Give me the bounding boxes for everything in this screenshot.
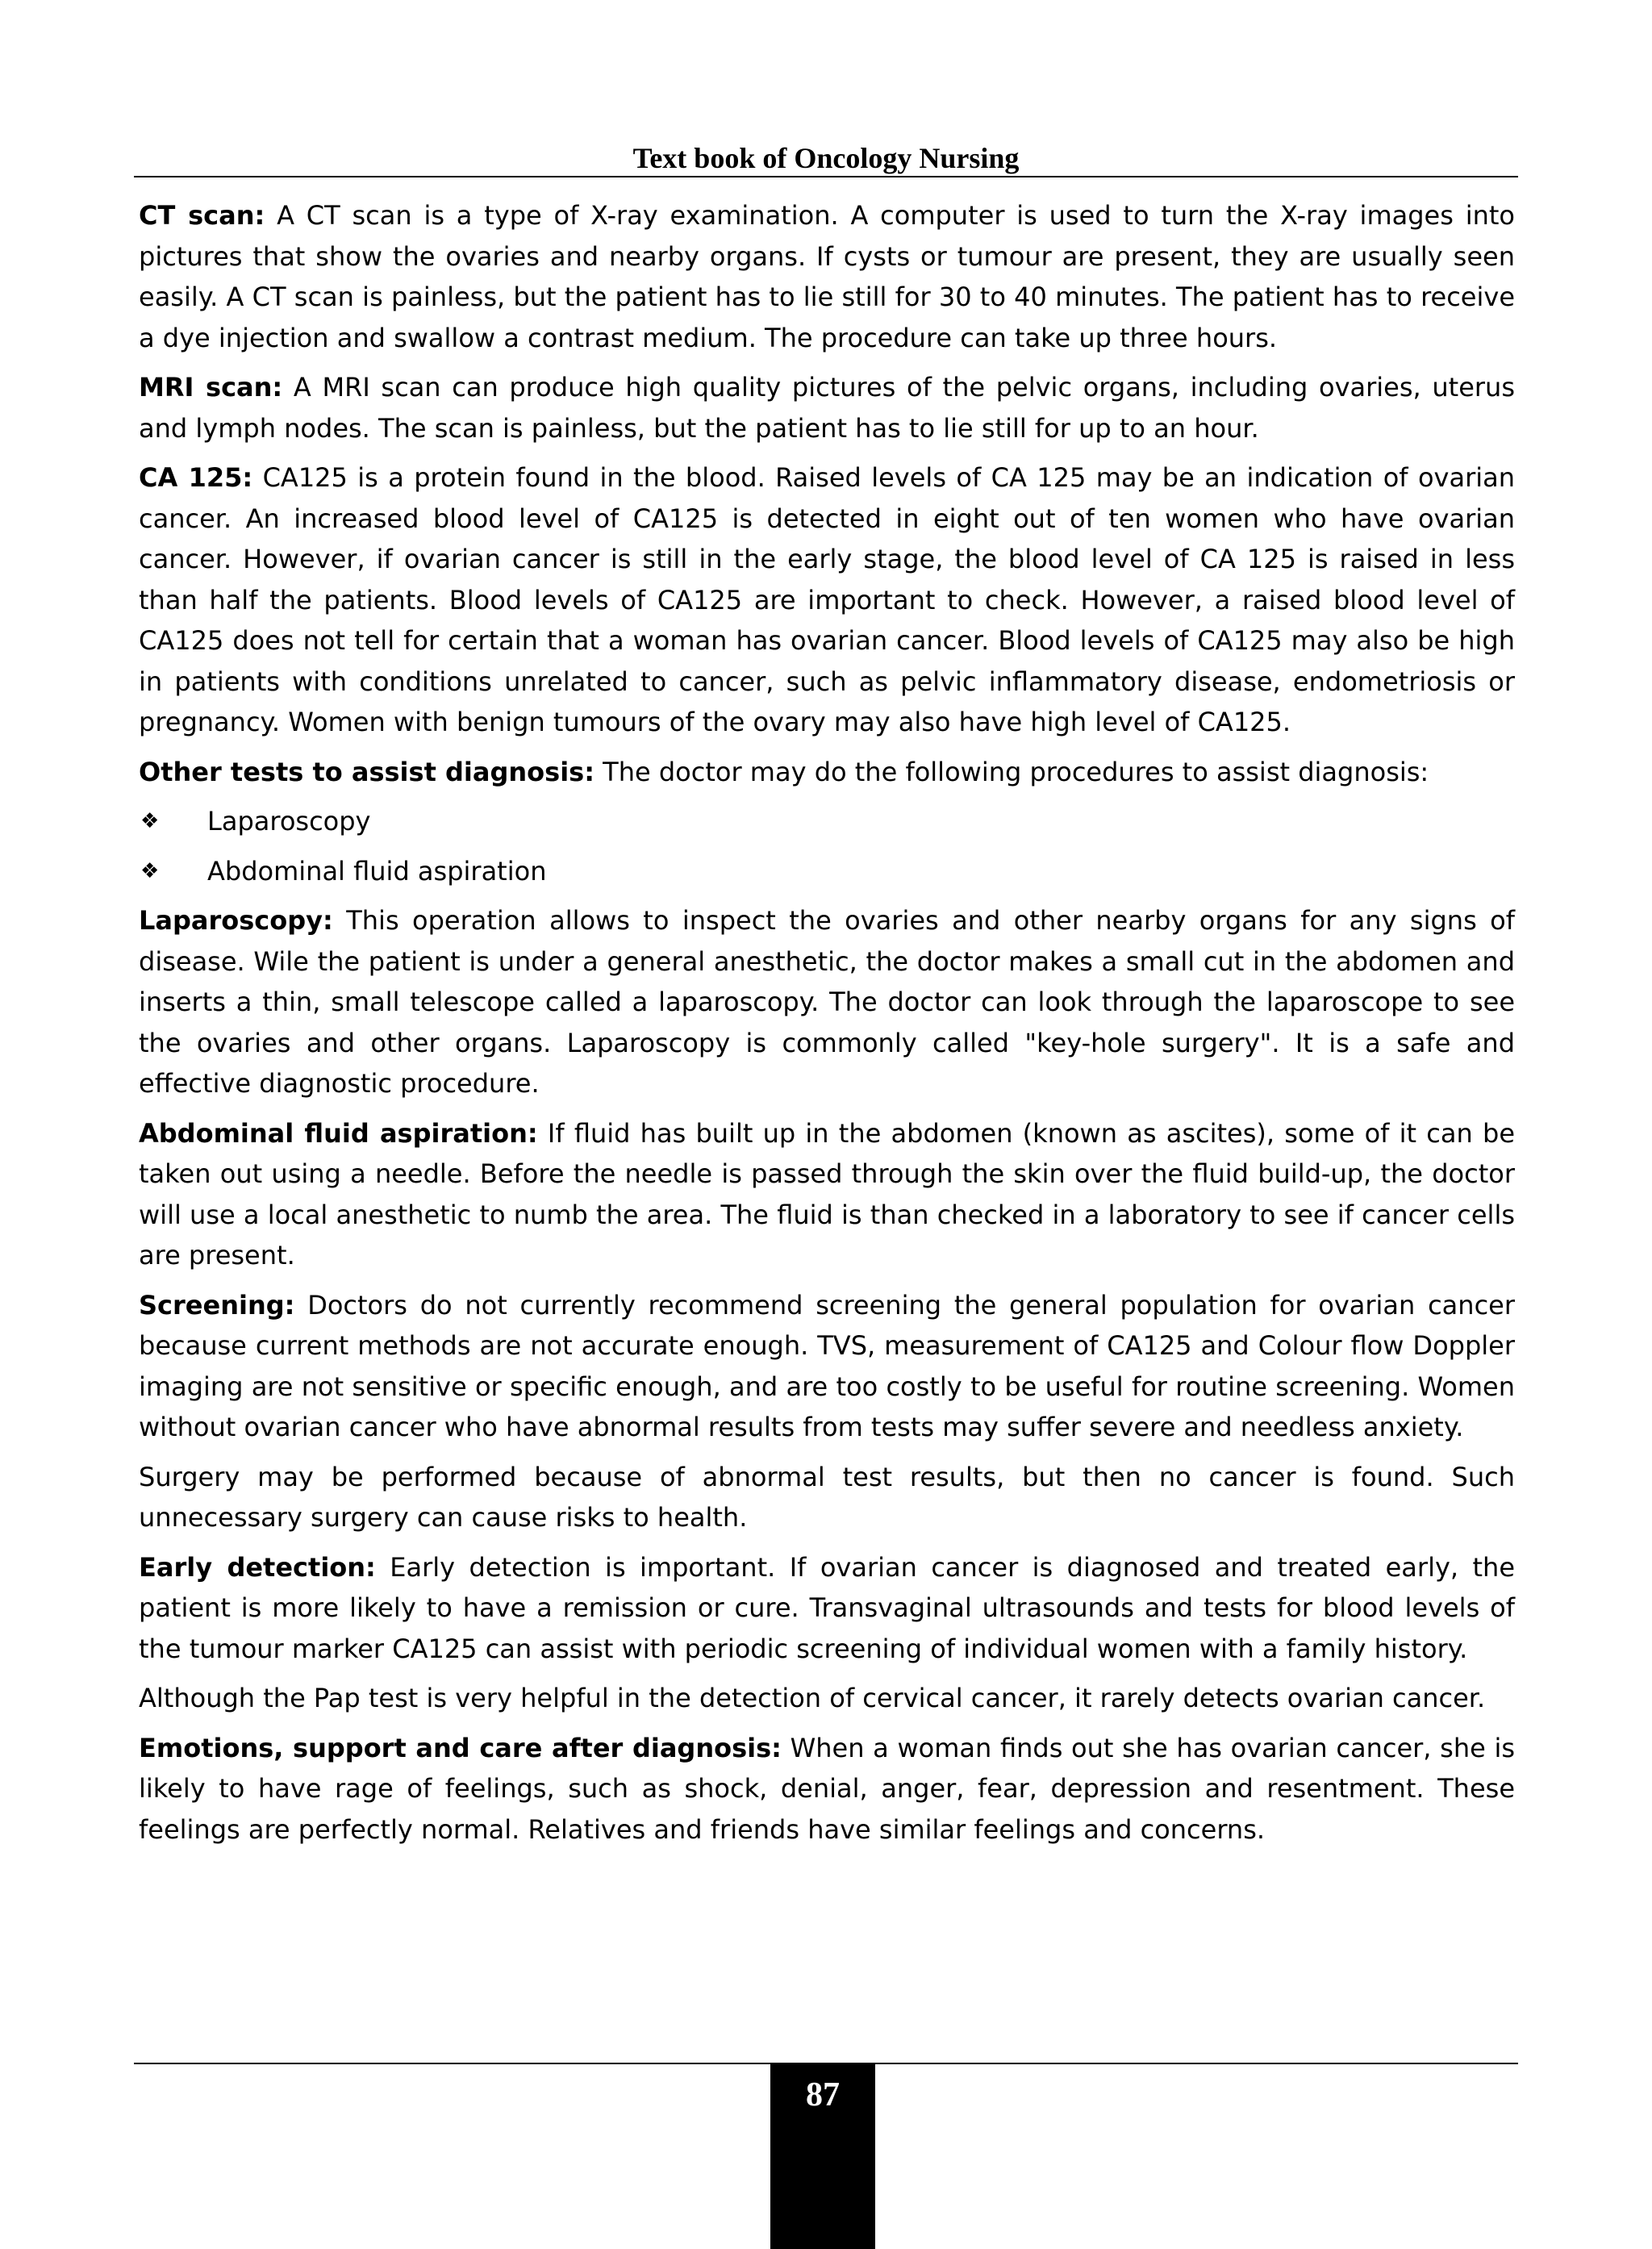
list-item-label: Laparoscopy [207,806,371,837]
header-divider [134,176,1518,177]
diagnosis-procedures-list [139,801,1515,891]
diamond-bullet-icon: ❖ [140,809,160,833]
page-number: 87 [806,2076,840,2113]
text-ca125: CA125 is a protein found in the blood. Raised levels of CA 125 may be an indication of ovarian cancer. An increased blood level of CA125 is detected in eight out of ten women who have ovarian cancer. However, if ovarian cancer is still in the early stage, the blood level of CA 125 is raised in less than half the patients. Blood levels of CA125 are important to check. However, a raised blood level of CA125 does not tell for certain that a woman has ovarian cancer. Blood levels of CA125 may also be high in patients with conditions unrelated to cancer, such as pelvic inflammatory disease, endometriosis or pregnancy. Women with benign tumours of the ovary may also have high level of CA125. [139,462,1516,737]
text-ct-scan: A CT scan is a type of X-ray examination. A computer is used to turn the X-ray images into pictures that show the ovaries and nearby organs. If cysts or tumour are present, they are usually seen easily. A CT scan is painless, but the patient has to lie still for 30 to 40 minutes. The patient has to receive a dye injection and swallow a contrast medium. The procedure can take up three hours. [139,200,1516,353]
paragraph-laparoscopy [139,900,1515,1104]
text-other-tests: The doctor may do the following procedures to assist diagnosis: [594,756,1429,787]
text-screening: Doctors do not currently recommend screening the general population for ovarian cancer because current methods are not accurate enough. TVS, measurement of CA125 and Colour flow Doppler imaging are not sensitive or specific enough, and are too costly to be useful for routine screening. Women without ovarian cancer who have abnormal results from tests may suffer severe and needless anxiety. [139,1289,1515,1442]
heading-abdominal-fluid-aspiration: Abdominal fluid aspiration: [139,1117,538,1149]
paragraph-abdominal-fluid-aspiration [139,1113,1515,1276]
paragraph-emotions [139,1728,1515,1851]
text-early-detection: Early detection is important. If ovarian cancer is diagnosed and treated early, the patient is more likely to have a remission or cure. Transvaginal ultrasounds and tests for blood levels of the tumour marker CA125 can assist with periodic screening of individual women with a family history. [139,1551,1516,1664]
paragraph-early-detection [139,1547,1515,1670]
diamond-bullet-icon: ❖ [140,858,160,883]
heading-emotions: Emotions, support and care after diagnosis: [139,1732,782,1763]
paragraph-ca125 [139,457,1515,743]
paragraph-pap-note: Although the Pap test is very helpful in the detection of cervical cancer, it rarely detects ovarian cancer. [139,1683,1486,1713]
paragraph-surgery-note: Surgery may be performed because of abnormal test results, but then no cancer is found. Such unnecessary surgery can cause risks to health. [139,1461,1515,1533]
running-header: Text book of Oncology Nursing [632,142,1020,174]
list-item-label: Abdominal fluid aspiration [207,855,547,887]
paragraph-other-tests [139,752,1515,793]
heading-ca125: CA 125: [139,462,253,493]
list-item [139,851,1515,892]
text-emotions: When a woman finds out she has ovarian cancer, she is likely to have rage of feelings, such as shock, denial, anger, fear, depression and resentment. These feelings are perfectly normal. Relatives and friends have similar feelings and concerns. [139,1732,1516,1845]
paragraph-ct-scan [139,195,1515,358]
text-mri-scan: A MRI scan can produce high quality pictures of the pelvic organs, including ovaries, uterus and lymph nodes. The scan is painless, but the patient has to lie still for up to an hour. [139,372,1516,444]
page-number-box [770,2063,875,2249]
heading-screening: Screening: [139,1289,295,1321]
page-body [139,195,1515,1859]
paragraph-screening [139,1285,1515,1448]
paragraph-mri-scan [139,367,1515,449]
list-item [139,801,1515,842]
heading-laparoscopy: Laparoscopy: [139,905,333,936]
heading-other-tests: Other tests to assist diagnosis: [139,756,594,787]
heading-early-detection: Early detection: [139,1551,376,1583]
text-abdominal-fluid-aspiration: If fluid has built up in the abdomen (known as ascites), some of it can be taken out using a needle. Before the needle is passed through the skin over the fluid build-up, the doctor will use a local anesthetic to numb the area. The fluid is than checked in a laboratory to see if cancer cells are present. [139,1117,1516,1271]
text-laparoscopy: This operation allows to inspect the ovaries and other nearby organs for any signs of disease. Wile the patient is under a general anesthetic, the doctor makes a small cut in the abdomen and inserts a thin, small telescope called a laparoscopy. The doctor can look through the laparoscope to see the ovaries and other organs. Laparoscopy is commonly called "key-hole surgery". It is a safe and effective diagnostic procedure. [139,905,1515,1099]
heading-ct-scan: CT scan: [139,200,265,231]
heading-mri-scan: MRI scan: [139,372,283,403]
